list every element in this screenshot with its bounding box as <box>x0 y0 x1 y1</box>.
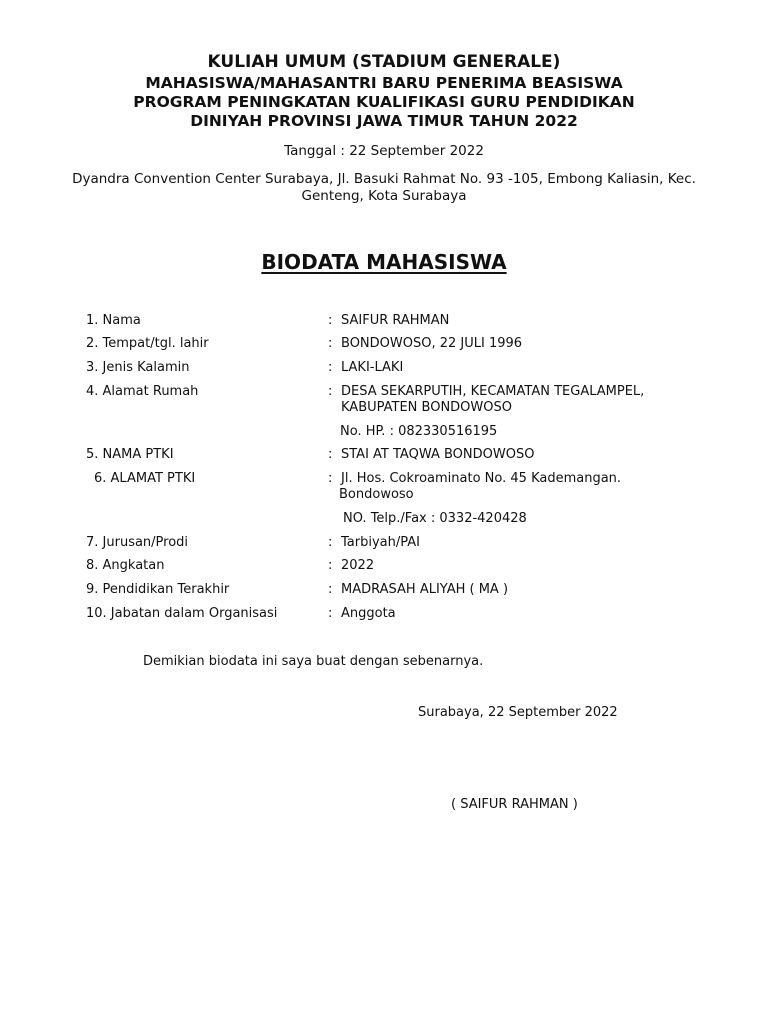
field-value-telp-fax: NO. Telp./Fax : 0332-420428 <box>343 511 527 526</box>
field-colon: : <box>328 471 333 486</box>
event-venue: Dyandra Convention Center Surabaya, Jl. Basuki Rahmat No. 93 -105, Embong Kaliasin, Kec. Genteng, Kota Surabaya <box>72 171 696 204</box>
event-subtitle-line-3: DINIYAH PROVINSI JAWA TIMUR TAHUN 2022 <box>190 112 578 130</box>
field-value-no-hp: No. HP. : 082330516195 <box>340 424 498 439</box>
event-title: KULIAH UMUM (STADIUM GENERALE) <box>207 52 561 72</box>
field-colon: : <box>328 336 333 351</box>
field-label-jenis-kelamin: 3. Jenis Kalamin <box>86 360 190 375</box>
document-title <box>0 250 768 274</box>
field-label-angkatan: 8. Angkatan <box>86 558 165 573</box>
field-label-alamat-rumah: 4. Alamat Rumah <box>86 384 199 399</box>
document-title-text: BIODATA MAHASISWA <box>261 250 507 274</box>
field-label-alamat-ptki: 6. ALAMAT PTKI <box>94 471 196 486</box>
place-and-date: Surabaya, 22 September 2022 <box>418 705 618 720</box>
field-value-angkatan: 2022 <box>341 558 375 573</box>
field-value-alamat-ptki-1: Jl. Hos. Cokroaminato No. 45 Kademangan. <box>341 471 622 486</box>
event-subtitle-line-2: PROGRAM PENINGKATAN KUALIFIKASI GURU PENDIDIKAN <box>133 93 635 111</box>
field-colon: : <box>328 313 333 328</box>
field-value-alamat-ptki-2: Bondowoso <box>339 487 414 502</box>
event-date: Tanggal : 22 September 2022 <box>284 143 484 159</box>
field-colon: : <box>328 582 333 597</box>
field-colon: : <box>328 447 333 462</box>
field-colon: : <box>328 558 333 573</box>
field-colon: : <box>328 606 333 621</box>
field-colon: : <box>328 384 333 399</box>
field-value-jenis-kelamin: LAKI-LAKI <box>341 360 404 375</box>
signature-name: ( SAIFUR RAHMAN ) <box>451 797 578 812</box>
field-colon: : <box>328 360 333 375</box>
closing-statement: Demikian biodata ini saya buat dengan sebenarnya. <box>143 654 484 669</box>
field-value-alamat-rumah-1: DESA SEKARPUTIH, KECAMATAN TEGALAMPEL, <box>341 384 645 399</box>
field-label-jabatan: 10. Jabatan dalam Organisasi <box>86 606 278 621</box>
field-label-pendidikan: 9. Pendidikan Terakhir <box>86 582 230 597</box>
field-label-nama-ptki: 5. NAMA PTKI <box>86 447 174 462</box>
field-colon: : <box>328 535 333 550</box>
field-value-pendidikan: MADRASAH ALIYAH ( MA ) <box>341 582 509 597</box>
field-value-jabatan: Anggota <box>341 606 396 621</box>
field-label-nama: 1. Nama <box>86 313 141 328</box>
field-value-ttl: BONDOWOSO, 22 JULI 1996 <box>341 336 523 351</box>
field-label-jurusan: 7. Jurusan/Prodi <box>86 535 189 550</box>
field-value-jurusan: Tarbiyah/PAI <box>341 535 420 550</box>
field-value-nama: SAIFUR RAHMAN <box>341 313 450 328</box>
field-value-alamat-rumah-2: KABUPATEN BONDOWOSO <box>341 400 512 415</box>
field-label-ttl: 2. Tempat/tgl. lahir <box>86 336 209 351</box>
field-value-nama-ptki: STAI AT TAQWA BONDOWOSO <box>341 447 535 462</box>
event-subtitle-line-1: MAHASISWA/MAHASANTRI BARU PENERIMA BEASISWA <box>145 74 623 92</box>
